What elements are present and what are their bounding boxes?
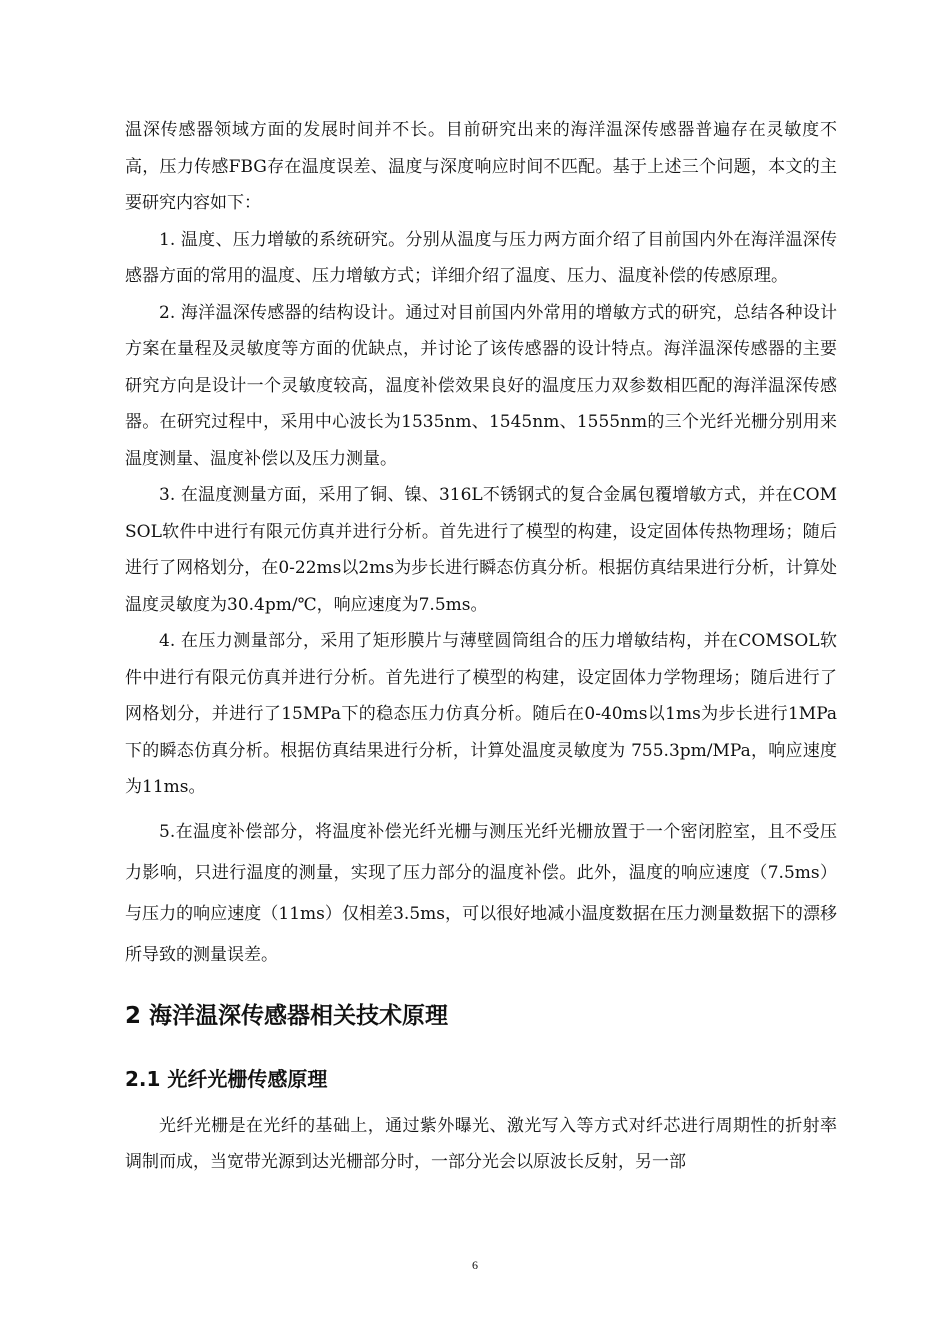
paragraph-item-5: 5.在温度补偿部分，将温度补偿光纤光栅与测压光纤光栅放置于一个密闭腔室，且不受压力影响，只进行温度的测量，实现了压力部分的温度补偿。此外，温度的响应速度（7.5ms）与压力的响应速度（11ms）仅相差3.5ms，可以很好地减小温度数据在压力测量数据下的漂移所导致的测量误差。 <box>125 821 837 965</box>
paragraph-item-2: 2. 海洋温深传感器的结构设计。通过对目前国内外常用的增敏方式的研究，总结各种设计方案在量程及灵敏度等方面的优缺点，并讨论了该传感器的设计特点。海洋温深传感器的主要研究方向是设计一个灵敏度较高，温度补偿效果良好的温度压力双参数相匹配的海洋温深传感器。在研究过程中，采用中心波长为1535nm、1545nm、1555nm的三个光纤光栅分别用来温度测量、温度补偿以及压力测量。 <box>125 302 837 469</box>
page-number: 6 <box>472 1258 478 1272</box>
paragraph-item-3: 3. 在温度测量方面，采用了铜、镍、316L不锈钢式的复合金属包覆增敏方式，并在COMSOL软件中进行有限元仿真并进行分析。首先进行了模型的构建，设定固体传热物理场；随后进行了网格划分，在0-22ms以2ms为步长进行瞬态仿真分析。根据仿真结果进行分析，计算处温度灵敏度为30.4pm/℃，响应速度为7.5ms。 <box>125 485 837 615</box>
chapter-heading: 2 海洋温深传感器相关技术原理 <box>125 1002 449 1029</box>
paragraph-section-body: 光纤光栅是在光纤的基础上，通过紫外曝光、激光写入等方式对纤芯进行周期性的折射率调制而成，当宽带光源到达光栅部分时，一部分光会以原波长反射，另一部 <box>125 1115 837 1172</box>
section-heading: 2.1 光纤光栅传感原理 <box>125 1066 328 1091</box>
page-content <box>125 112 837 1181</box>
paragraph-item-4: 4. 在压力测量部分，采用了矩形膜片与薄壁圆筒组合的压力增敏结构，并在COMSOL软件中进行有限元仿真并进行分析。首先进行了模型的构建，设定固体力学物理场；随后进行了网格划分，并进行了15MPa下的稳态压力仿真分析。随后在0-40ms以1ms为步长进行1MPa下的瞬态仿真分析。根据仿真结果进行分析，计算处温度灵敏度为 755.3pm/MPa，响应速度为11ms。 <box>125 631 837 797</box>
paragraph-intro: 温深传感器领域方面的发展时间并不长。目前研究出来的海洋温深传感器普遍存在灵敏度不高，压力传感FBG存在温度误差、温度与深度响应时间不匹配。基于上述三个问题，本文的主要研究内容如下： <box>125 120 837 213</box>
paragraph-item-1: 1. 温度、压力增敏的系统研究。分别从温度与压力两方面介绍了目前国内外在海洋温深传感器方面的常用的温度、压力增敏方式；详细介绍了温度、压力、温度补偿的传感原理。 <box>125 229 837 286</box>
